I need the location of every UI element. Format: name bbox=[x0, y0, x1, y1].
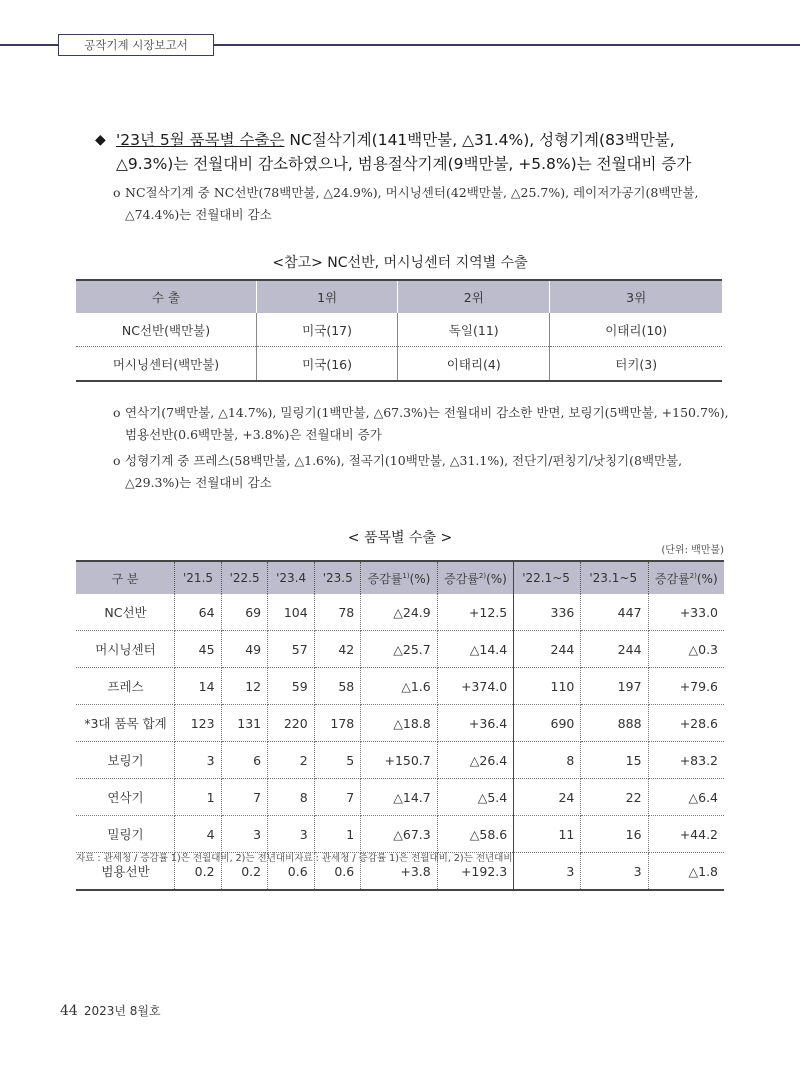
row-label: NC선반 bbox=[76, 594, 175, 631]
table-cell: +374.0 bbox=[437, 668, 513, 705]
table-cell: 178 bbox=[314, 705, 361, 742]
table-cell: 690 bbox=[514, 705, 581, 742]
circle-bullet-icon: o bbox=[113, 453, 121, 468]
issue-label: 2023년 8월호 bbox=[83, 1004, 161, 1018]
table-cell: △58.6 bbox=[437, 816, 513, 853]
table-cell: △5.4 bbox=[437, 779, 513, 816]
table-cell: 244 bbox=[581, 631, 648, 668]
table-row bbox=[76, 313, 722, 347]
table-cell: 42 bbox=[314, 631, 361, 668]
table-cell: 15 bbox=[581, 742, 648, 779]
running-title-box bbox=[58, 34, 214, 56]
table-cell: △26.4 bbox=[437, 742, 513, 779]
table-cell: 3 bbox=[221, 816, 268, 853]
table-cell: +79.6 bbox=[648, 668, 724, 705]
row-label: 프레스 bbox=[76, 668, 175, 705]
table-header-cell: '22.1~5 bbox=[514, 561, 581, 594]
table-cell: 123 bbox=[175, 705, 222, 742]
circle-bullet-icon: o bbox=[113, 405, 121, 420]
table1-title: <참고> NC선반, 머시닝센터 지역별 수출 bbox=[272, 255, 528, 271]
table-cell: △14.4 bbox=[437, 631, 513, 668]
table-cell: △18.8 bbox=[361, 705, 437, 742]
running-title: 공작기계 시장보고서 bbox=[84, 38, 188, 52]
table-cell: NC선반(백만불) bbox=[76, 313, 257, 347]
table-cell: +192.3 bbox=[437, 853, 513, 891]
table-header-cell: 수 출 bbox=[76, 280, 257, 313]
table-cell: 4 bbox=[175, 816, 222, 853]
table-cell: 8 bbox=[514, 742, 581, 779]
main-bullet-text bbox=[116, 128, 735, 176]
source-note: 자료 : 관세청 / 증감률 1)은 전월대비, 2)는 전년대비자료 : 관세청 / 증감률 1)은 전월대비, 2)는 전년대비 bbox=[76, 853, 513, 864]
table-header-row bbox=[76, 561, 724, 594]
table-header-cell: 증감률$^{2)}$(%) bbox=[437, 561, 513, 594]
sub-bullet-1 bbox=[95, 182, 735, 226]
table-cell: △14.7 bbox=[361, 779, 437, 816]
diamond-bullet-icon: ◆ bbox=[95, 132, 106, 148]
table-cell: 244 bbox=[514, 631, 581, 668]
table-header-cell: '23.5 bbox=[314, 561, 361, 594]
table-cell: 64 bbox=[175, 594, 222, 631]
table-cell: +150.7 bbox=[361, 742, 437, 779]
table-cell: 1 bbox=[175, 779, 222, 816]
table-cell: 이태리(10) bbox=[550, 313, 722, 347]
table-cell: 24 bbox=[514, 779, 581, 816]
sub-bullet-text: NC절삭기계 중 NC선반(78백만불, △24.9%), 머시닝센터(42백만불, △25.7%), 레이저가공기(8백만불, △74.4%)는 전월대비 감소 bbox=[125, 185, 699, 222]
sub-bullet-2 bbox=[95, 402, 735, 446]
main-bullet-lead: '23년 5월 품목별 수출은 bbox=[116, 131, 285, 149]
table-cell: 3 bbox=[175, 742, 222, 779]
table-cell: 110 bbox=[514, 668, 581, 705]
table-row bbox=[76, 631, 724, 668]
main-bullet-body: NC절삭기계(141백만불, △31.4%), 성형기계(83백만불, △9.3%)는 전월대비 감소하였으나, 범용절삭기계(9백만불, +5.8%)는 전월대비 증가 bbox=[116, 131, 692, 173]
table-cell: 3 bbox=[514, 853, 581, 891]
table-cell: 7 bbox=[314, 779, 361, 816]
sub-bullet-text: 연삭기(7백만불, △14.7%), 밀링기(1백만불, △67.3%)는 전월대비 감소한 반면, 보링기(5백만불, +150.7%), 범용선반(0.6백만불, +3.8%)은 전월대비 증가 bbox=[125, 405, 729, 442]
table-cell: 220 bbox=[268, 705, 315, 742]
table-cell: 2 bbox=[268, 742, 315, 779]
sub-bullet-3 bbox=[95, 450, 735, 494]
table-cell: 5 bbox=[314, 742, 361, 779]
table-header-cell: '23.1~5 bbox=[581, 561, 648, 594]
table-cell: +33.0 bbox=[648, 594, 724, 631]
row-label: 연삭기 bbox=[76, 779, 175, 816]
table-body bbox=[76, 594, 724, 890]
table-cell: 22 bbox=[581, 779, 648, 816]
table-cell: 197 bbox=[581, 668, 648, 705]
row-label: *3대 품목 합계 bbox=[76, 705, 175, 742]
table-cell: 131 bbox=[221, 705, 268, 742]
table-cell: 45 bbox=[175, 631, 222, 668]
table-cell: 6 bbox=[221, 742, 268, 779]
table-header-cell: '21.5 bbox=[175, 561, 222, 594]
table-cell: 미국(17) bbox=[257, 313, 398, 347]
table-cell: 447 bbox=[581, 594, 648, 631]
table-header-cell: 증감률$^{1)}$(%) bbox=[361, 561, 437, 594]
table-header-cell: 2위 bbox=[398, 280, 550, 313]
table-cell: 16 bbox=[581, 816, 648, 853]
table-cell: △24.9 bbox=[361, 594, 437, 631]
table-cell: +28.6 bbox=[648, 705, 724, 742]
table-row bbox=[76, 347, 722, 382]
table-cell: +12.5 bbox=[437, 594, 513, 631]
row-label: 범용선반 bbox=[76, 853, 175, 891]
table-cell: 1 bbox=[314, 816, 361, 853]
table-header-cell: '23.4 bbox=[268, 561, 315, 594]
table-cell: 0.2 bbox=[221, 853, 268, 891]
table-row bbox=[76, 816, 724, 853]
table-cell: 미국(16) bbox=[257, 347, 398, 382]
table-cell: △6.4 bbox=[648, 779, 724, 816]
row-label: 밀링기 bbox=[76, 816, 175, 853]
table-cell: 머시닝센터(백만불) bbox=[112, 356, 220, 372]
row-label: 보링기 bbox=[76, 742, 175, 779]
table-row bbox=[76, 594, 724, 631]
table-row bbox=[76, 742, 724, 779]
table-cell: 독일(11) bbox=[398, 313, 550, 347]
table-header-cell: 증감률$^{2)}$(%) bbox=[648, 561, 724, 594]
table-cell: △1.6 bbox=[361, 668, 437, 705]
table-header-row bbox=[76, 280, 722, 313]
table-cell: 12 bbox=[221, 668, 268, 705]
table-cell: 104 bbox=[268, 594, 315, 631]
table-cell: 78 bbox=[314, 594, 361, 631]
sub-bullet-text: 성형기계 중 프레스(58백만불, △1.6%), 절곡기(10백만불, △31.1%), 전단기/펀칭기/낫칭기(8백만불, △29.3%)는 전월대비 감소 bbox=[125, 453, 683, 490]
table-header-cell: '22.5 bbox=[221, 561, 268, 594]
table-cell: 888 bbox=[581, 705, 648, 742]
table-cell: 0.6 bbox=[314, 853, 361, 891]
unit-label: (단위: 백만불) bbox=[661, 545, 724, 556]
table-cell: 3 bbox=[581, 853, 648, 891]
table-cell: 49 bbox=[221, 631, 268, 668]
table-cell: 69 bbox=[221, 594, 268, 631]
table-header-cell: 구 분 bbox=[76, 561, 175, 594]
table-cell: △67.3 bbox=[361, 816, 437, 853]
table-cell: 11 bbox=[514, 816, 581, 853]
row-label: 머시닝센터 bbox=[76, 631, 175, 668]
table-cell: 336 bbox=[514, 594, 581, 631]
table-cell: 14 bbox=[175, 668, 222, 705]
table-cell: +3.8 bbox=[361, 853, 437, 891]
table-cell: △0.3 bbox=[648, 631, 724, 668]
table-cell: △1.8 bbox=[688, 863, 718, 879]
circle-bullet-icon: o bbox=[113, 185, 121, 200]
table-row bbox=[76, 668, 724, 705]
table-cell: 이태리(4) bbox=[398, 347, 550, 382]
table-cell: 3 bbox=[268, 816, 315, 853]
table-cell: +36.4 bbox=[437, 705, 513, 742]
table-row bbox=[76, 705, 724, 742]
table-cell: +44.2 bbox=[648, 816, 724, 853]
table-cell: 57 bbox=[268, 631, 315, 668]
table-header-cell: 1위 bbox=[257, 280, 398, 313]
table-cell: 0.2 bbox=[175, 853, 222, 891]
table-cell: 터키(3) bbox=[550, 347, 722, 382]
table-cell: 7 bbox=[221, 779, 268, 816]
table2-title: < 품목별 수출 > bbox=[347, 530, 453, 546]
table-header-cell: 3위 bbox=[550, 280, 722, 313]
page-footer bbox=[60, 1002, 161, 1019]
table-cell: △25.7 bbox=[361, 631, 437, 668]
table-cell: 0.6 bbox=[268, 853, 315, 891]
item-export-table bbox=[76, 560, 724, 891]
main-bullet bbox=[95, 128, 735, 176]
table-cell: 58 bbox=[314, 668, 361, 705]
regional-export-table bbox=[76, 279, 722, 382]
page-number: 44 bbox=[60, 1003, 78, 1019]
table-cell: 8 bbox=[268, 779, 315, 816]
table-cell: +83.2 bbox=[648, 742, 724, 779]
table-cell: 59 bbox=[268, 668, 315, 705]
table-row bbox=[76, 779, 724, 816]
